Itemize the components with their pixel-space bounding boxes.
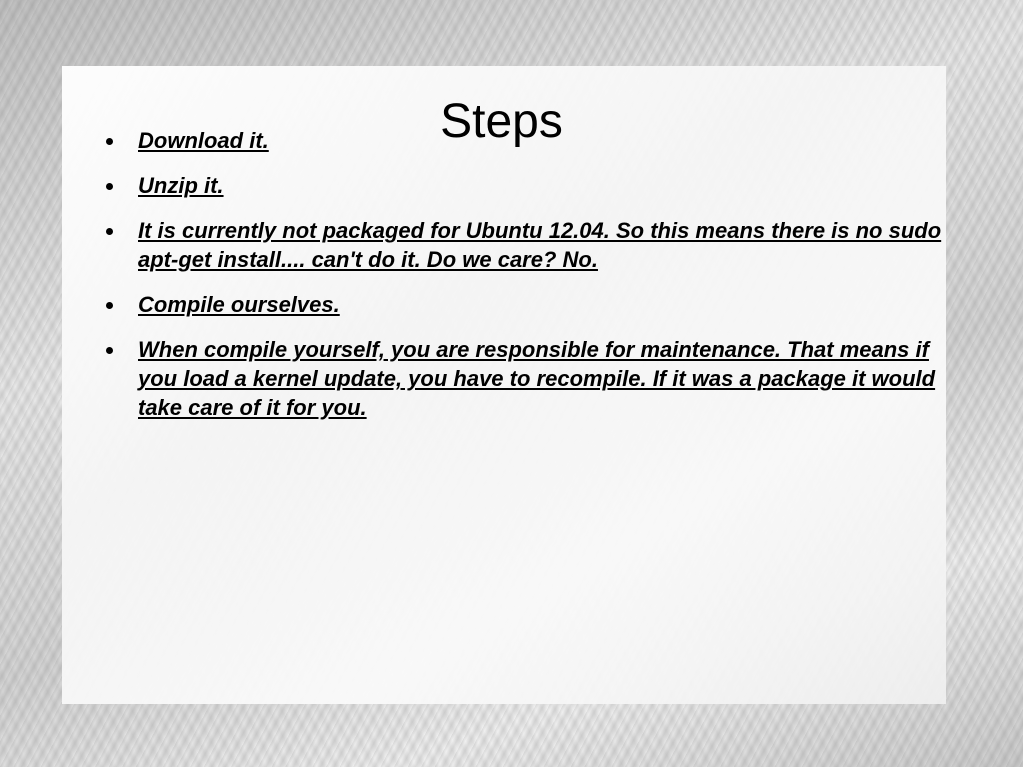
bullet-text: When compile yourself, you are responsible for maintenance. That means if you load a kernel update, you have to recompile. If it was a package it would take care of it for you. [138, 337, 936, 420]
bullet-dot-icon [106, 347, 113, 354]
slide-title-text: Steps [440, 95, 563, 148]
bullet-item-3 [104, 216, 964, 274]
bullet-dot-icon [106, 183, 113, 190]
bullet-text: Unzip it. [138, 173, 224, 198]
bullet-text: Download it. [138, 128, 269, 153]
bullet-list [104, 126, 964, 438]
bullet-dot-icon [106, 138, 113, 145]
bullet-dot-icon [106, 302, 113, 309]
bullet-item-1 [104, 126, 964, 155]
bullet-item-5 [104, 335, 964, 422]
bullet-item-4 [104, 290, 964, 319]
bullet-text: Compile ourselves. [138, 292, 340, 317]
bullet-item-2 [104, 171, 964, 200]
bullet-text: It is currently not packaged for Ubuntu 12.04. So this means there is no sudo apt-get install.... can't do it. Do we care? No. [138, 218, 942, 272]
bullet-dot-icon [106, 228, 113, 235]
